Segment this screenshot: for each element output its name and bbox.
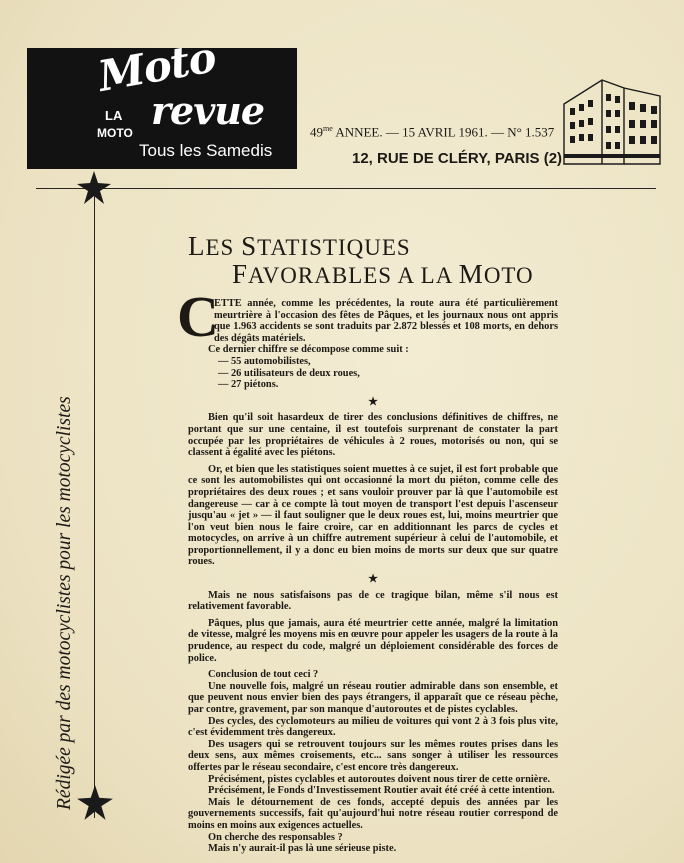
- building-illustration: [562, 74, 662, 170]
- paragraph: Ce dernier chiffre se décompose comme suit :: [208, 344, 409, 356]
- logo-moto: Moto: [94, 32, 220, 101]
- issue-date-number: ANNEE. — 15 AVRIL 1961. — N° 1.537: [332, 124, 555, 140]
- logo-la: LA: [105, 108, 123, 123]
- paragraph: Mais le détournement de ces fonds, accepté depuis des années par les gouvernements successifs, fait qu'aujourd'hui notre réseau routier correspond de moins en moins aux exigences actuelles.: [188, 796, 558, 831]
- article-title-line2: FAVORABLES A LA MOTO: [232, 259, 534, 289]
- logo-revue: revue: [151, 88, 265, 133]
- paragraph: Conclusion de tout ceci ?: [208, 669, 319, 681]
- paragraph: Pâques, plus que jamais, aura été meurtrier cette année, malgré la limitation de vitesse, malgré les moyens mis en œuvre pour appeler les usagers de la route à la prudence, au respect du code, malgré un déploiement considérable des forces de police.: [188, 617, 558, 664]
- tagline: Tous les Samedis: [139, 141, 273, 160]
- issue-line: [310, 124, 554, 140]
- paragraph: On cherche des responsables ?: [208, 831, 343, 843]
- list-item: — 26 utilisateurs de deux roues,: [218, 367, 360, 379]
- article-title-line1: LES STATISTIQUES: [188, 231, 411, 261]
- paragraph: Or, et bien que les statistiques soient muettes à ce sujet, il est fort probable que ce sont les automobilistes qui ont occasionné la mort du piéton, comme celle des propriétaires des deux roues ; et sans vouloir prouver par là que l'automobile est dangereuse — car à ce compte là tout moyen de transport l'est depuis l'ascenseur jusqu'au « jet » — il faut souligner que le deux roues est, lui, moins meurtrier que l'on veut bien nous le faire croire, car en additionnant les parcs de cycles et motocycles, on arrive à un chiffre autrement supérieur à celui de l'automobile, et proportionnellement, il y a donc eu bien moins de morts sur deux que sur quatre roues.: [188, 463, 558, 568]
- paragraph: Des usagers qui se retrouvent toujours sur les mêmes routes prises dans les deux sens, aux mêmes croisements, etc... sans songer à utiliser les ressources offertes par le réseau secondaire, c'est encore très dangereux.: [188, 738, 558, 773]
- paragraph: Bien qu'il soit hasardeux de tirer des conclusions définitives de chiffres, ne portant que sur une centaine, il est toutefois surprenant de constater la part occupée par les propriétaires de véhicules à 2 roues, motorisés ou non, qui se classent à égalité avec les piétons.: [188, 412, 558, 459]
- paragraph: Précisément, le Fonds d'Investissement Routier avait été créé à cette intention.: [208, 785, 555, 797]
- drop-cap: C: [177, 284, 219, 349]
- issue-year-sup: me: [323, 124, 333, 133]
- sidebar-rule: [94, 188, 95, 818]
- paragraph: Mais n'y aurait-il pas là une sérieuse piste.: [208, 843, 397, 855]
- list-item: — 27 piétons.: [218, 379, 279, 391]
- article-body: [188, 298, 558, 855]
- star-separator: ★: [368, 395, 378, 408]
- header-rule: [36, 188, 656, 189]
- list-item: — 55 automobilistes,: [218, 355, 311, 367]
- masthead-logo: [27, 32, 297, 169]
- paragraph: Des cycles, des cyclomoteurs au milieu de voitures qui vont 2 à 3 fois plus vite, c'est évidemment très dangereux.: [188, 715, 558, 739]
- paragraph: Mais ne nous satisfaisons pas de ce tragique bilan, même s'il nous est relativement favorable.: [188, 589, 558, 613]
- paragraph: Une nouvelle fois, malgré un réseau routier admirable dans son ensemble, et que peuvent nous envier bien des pays étrangers, il apparaît que ce réseau pèche, par contre, gravement, par son manque d'autoroutes et de pistes cyclables.: [188, 680, 558, 715]
- paragraph: Précisément, pistes cyclables et autoroutes doivent nous tirer de cette ornière.: [208, 773, 551, 785]
- sidebar-motto: Rédigée par des motocyclistes pour les motocyclistes: [54, 396, 75, 810]
- issue-year: 49: [310, 124, 323, 140]
- star-icon: [76, 170, 112, 206]
- star-icon: [76, 784, 114, 822]
- paragraph: ETTE année, comme les précédentes, la route aura été particulièrement meurtrière à l'occasion des fêtes de Pâques, et les journaux nous ont appris que 1.963 accidents se sont traduits par 2.872 blessés et 108 morts, en dehors des dégâts matériels.: [214, 298, 558, 344]
- logo-moto-small: MOTO: [97, 126, 133, 140]
- address: 12, RUE DE CLÉRY, PARIS (2): [352, 150, 563, 167]
- star-separator: ★: [368, 573, 378, 586]
